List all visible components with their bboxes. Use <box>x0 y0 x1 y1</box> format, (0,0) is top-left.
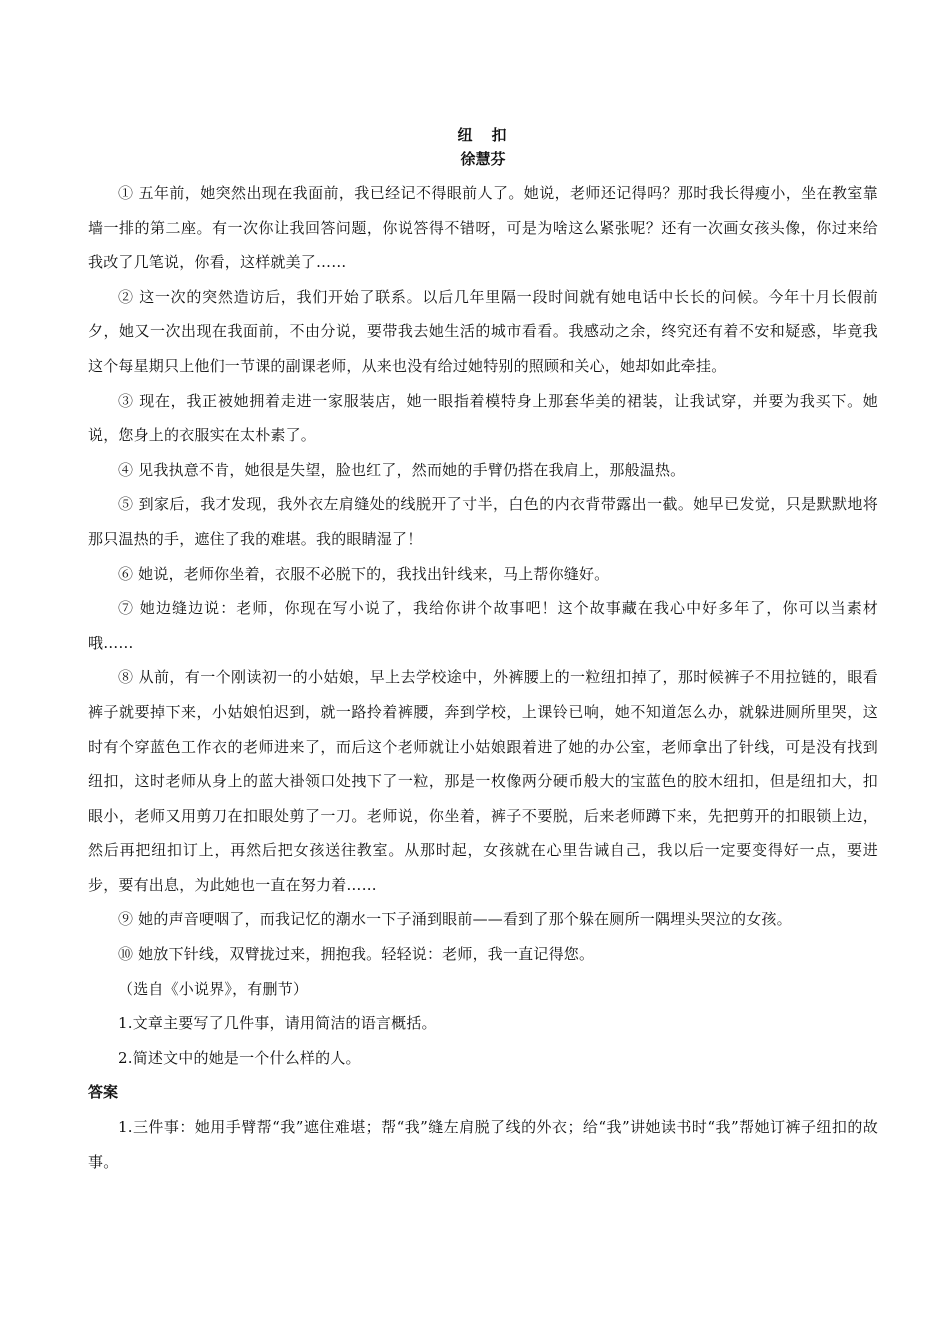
article-title: 纽 扣 <box>457 126 509 144</box>
article-source: （选自《小说界》，有删节） <box>118 979 309 998</box>
paragraph-3: ③ 现在，我正被她拥着走进一家服装店，她一眼指着模特身上那套华美的裙装，让我试穿，并要为我买下。她说，您身上的衣服实在太朴素了。 <box>88 391 878 445</box>
question-2: 2.简述文中的她是一个什么样的人。 <box>118 1048 361 1067</box>
answer-1: 1.三件事：她用手臂帮“我”遮住难堪；帮“我”缝左肩脱了线的外衣；给“我”讲她读书时“我”帮她订裤子纽扣的故事。 <box>88 1118 878 1171</box>
paragraph-10: ⑩ 她放下针线，双臂拢过来，拥抱我。轻轻说：老师，我一直记得您。 <box>118 945 595 964</box>
paragraph-5: ⑤ 到家后，我才发现，我外衣左肩缝处的线脱开了寸半，白色的内衣背带露出一截。她早已发觉，只是默默地将那只温热的手，遮住了我的难堪。我的眼睛湿了！ <box>88 495 878 548</box>
question-1: 1.文章主要写了几件事，请用简洁的语言概括。 <box>118 1014 437 1033</box>
answer-heading: 答案 <box>88 1083 119 1102</box>
paragraph-6: ⑥ 她说，老师你坐着，衣服不必脱下的，我找出针线来，马上帮你缝好。 <box>118 564 610 583</box>
paragraph-8: ⑧ 从前，有一个刚读初一的小姑娘，早上去学校途中，外裤腰上的一粒纽扣掉了，那时候裤子不用拉链的，眼看裤子就要掉下来，小姑娘怕迟到，就一路拎着裤腰，奔到学校，上课铃已响，她不知道怎么办，就躲进厕所里哭，这时有个穿蓝色工作衣的老师进来了，而后这个老师就让小姑娘跟着进了她的办公室，老师拿出了针线，可是没有找到纽扣，这时老师从身上的蓝大褂领口处拽下了一粒，那是一枚像两分硬币般大的宝蓝色的胶木纽扣，但是纽扣大，扣眼小，老师又用剪刀在扣眼处剪了一刀。老师说，你坐着，裤子不要脱，后来老师蹲下来，先把剪开的扣眼锁上边，然后再把纽扣订上，再然后把女孩送往教室。从那时起，女孩就在心里告诫自己，我以后一定要变得好一点，要进步，要有出息，为此她也一直在努力着…… <box>88 668 878 894</box>
paragraph-9: ⑨ 她的声音哽咽了，而我记忆的潮水一下子涌到眼前——看到了那个躲在厕所一隅埋头哭泣的女孩。 <box>118 910 792 929</box>
paragraph-1: ① 五年前，她突然出现在我面前，我已经记不得眼前人了。她说，老师还记得吗？那时我长得瘦小，坐在教室靠墙一排的第二座。有一次你让我回答问题，你说答得不错呀，可是为啥这么紧张呢？还有一次画女孩头像，你过来给我改了几笔说，你看，这样就美了…… <box>88 184 878 272</box>
paragraph-7: ⑦ 她边缝边说：老师，你现在写小说了，我给你讲个故事吧！这个故事藏在我心中好多年了，你可以当素材哦…… <box>88 599 878 652</box>
article-author: 徐慧芬 <box>460 150 506 168</box>
paragraph-2: ② 这一次的突然造访后，我们开始了联系。以后几年里隔一段时间就有她电话中长长的问候。今年十月长假前夕，她又一次出现在我面前，不由分说，要带我去她生活的城市看看。我感动之余，终究还有着不安和疑惑，毕竟我这个每星期只上他们一节课的副课老师，从来也没有给过她特别的照顾和关心，她却如此牵挂。 <box>88 287 878 375</box>
paragraph-4: ④ 见我执意不肯，她很是失望，脸也红了，然而她的手臂仍搭在我肩上，那般温热。 <box>118 460 686 479</box>
document-content <box>88 124 878 1179</box>
